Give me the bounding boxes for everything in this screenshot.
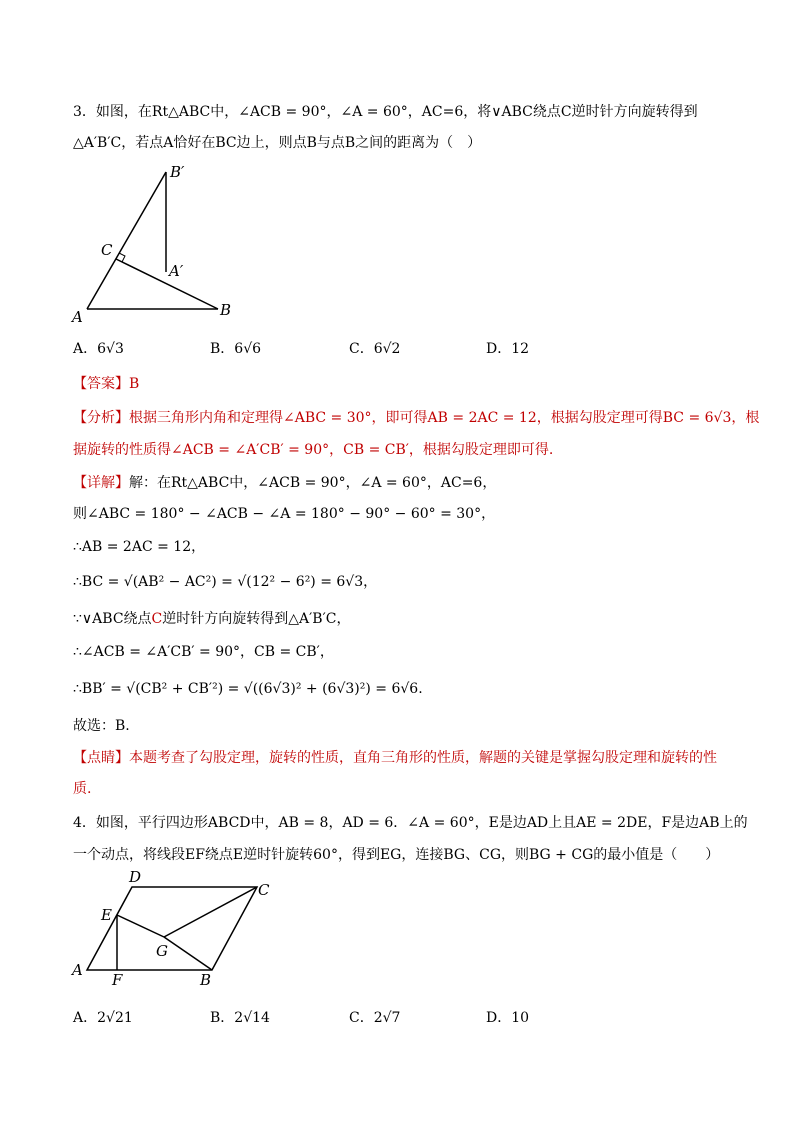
q3-option-d[interactable]: D．12: [486, 341, 530, 357]
q3-segment-cb: [116, 259, 218, 309]
q4-option-d[interactable]: D．10: [486, 1010, 530, 1026]
detail-text-1: 解：在Rt△ABC中，∠ACB = 90°，∠A = 60°，AC=6，: [129, 475, 497, 491]
answer-value: B: [129, 376, 140, 392]
q3-segment-ab-prime: [87, 172, 166, 309]
q4-label-d: D: [129, 868, 142, 886]
q3-label-b-prime: B′: [170, 163, 185, 181]
q3-label-a-prime: A′: [169, 262, 184, 280]
q3-label-b: B: [220, 301, 232, 319]
q4-segment-eg: [117, 915, 164, 937]
q3-option-c[interactable]: C．6√2: [349, 341, 401, 357]
answer-tag: 【答案】: [73, 376, 129, 392]
detail-5b: 逆时针方向旋转得到△A′B′C，: [162, 611, 351, 627]
q4-option-b[interactable]: B．2√14: [210, 1010, 270, 1026]
q4-label-e: E: [101, 906, 112, 924]
comment-tag: 【点睛】: [73, 750, 129, 766]
q3-option-a[interactable]: A．6√3: [73, 341, 124, 357]
comment-text-1: 本题考查了勾股定理，旋转的性质，直角三角形的性质，解题的关键是掌握勾股定理和旋转的性: [129, 750, 717, 766]
q3-detail-line6: ∴∠ACB = ∠A′CB′ = 90°，CB = CB′，: [73, 644, 334, 660]
q4-stem-line2: 一个动点，将线段EF绕点E逆时针旋转60°，得到EG，连接BG、CG，则BG + CG的最小值是（ ）: [73, 847, 720, 863]
q4-label-a: A: [72, 961, 83, 979]
q3-detail-line7: ∴BB′ = √(CB² + CB′²) = √((6√3)² + (6√3)²) = 6√6.: [73, 681, 423, 697]
q4-figure: [60, 870, 290, 1000]
analysis-tag: 【分析】: [73, 410, 129, 426]
q4-label-c: C: [258, 881, 270, 899]
q3-answer-line: [73, 374, 724, 394]
q4-label-b: B: [200, 971, 212, 989]
q4-parallelogram: [87, 887, 257, 970]
q3-option-b[interactable]: B．6√6: [210, 341, 262, 357]
q3-label-c: C: [101, 241, 113, 259]
q4-label-f: F: [112, 971, 123, 989]
detail-5c: C: [151, 611, 163, 627]
q3-analysis-line2: 据旋转的性质得∠ACB = ∠A′CB′ = 90°，CB = CB′，根据勾股定理即可得.: [73, 442, 554, 458]
q3-comment-line1: [73, 748, 724, 768]
q3-detail-line1: [73, 473, 724, 493]
q3-figure: [60, 160, 260, 330]
q3-detail-line5: [73, 609, 724, 629]
q3-analysis-line1: [73, 408, 760, 428]
q3-comment-line2: 质.: [73, 781, 92, 797]
q3-conclusion: 故选：B.: [73, 718, 130, 734]
q4-option-a[interactable]: A．2√21: [73, 1010, 133, 1026]
q3-stem-line1: 3．如图，在Rt△ABC中，∠ACB = 90°，∠A = 60°，AC=6，将∨ABC绕点C逆时针方向旋转得到: [73, 104, 698, 120]
q4-stem-line1: 4．如图，平行四边形ABCD中，AB = 8，AD = 6．∠A = 60°，E是边AD上且AE = 2DE，F是边AB上的: [73, 815, 748, 831]
q4-segment-bg: [164, 937, 212, 970]
q4-option-c[interactable]: C．2√7: [349, 1010, 401, 1026]
q4-label-g: G: [156, 942, 168, 960]
detail-5a: ∵∨ABC绕点: [73, 611, 152, 627]
q3-detail-line4: ∴BC = √(AB² − AC²) = √(12² − 6²) = 6√3，: [73, 574, 378, 590]
q3-detail-line3: ∴AB = 2AC = 12，: [73, 539, 206, 555]
q3-stem-line2: △A′B′C，若点A恰好在BC边上，则点B与点B之间的距离为（ ）: [73, 135, 482, 151]
q3-label-a: A: [72, 308, 83, 326]
q3-detail-line2: 则∠ABC = 180° − ∠ACB − ∠A = 180° − 90° − 60° = 30°，: [73, 506, 496, 522]
analysis-text-1: 根据三角形内角和定理得∠ABC = 30°，即可得AB = 2AC = 12，根据勾股定理可得BC = 6√3，根: [129, 410, 760, 426]
detail-tag: 【详解】: [73, 475, 129, 491]
